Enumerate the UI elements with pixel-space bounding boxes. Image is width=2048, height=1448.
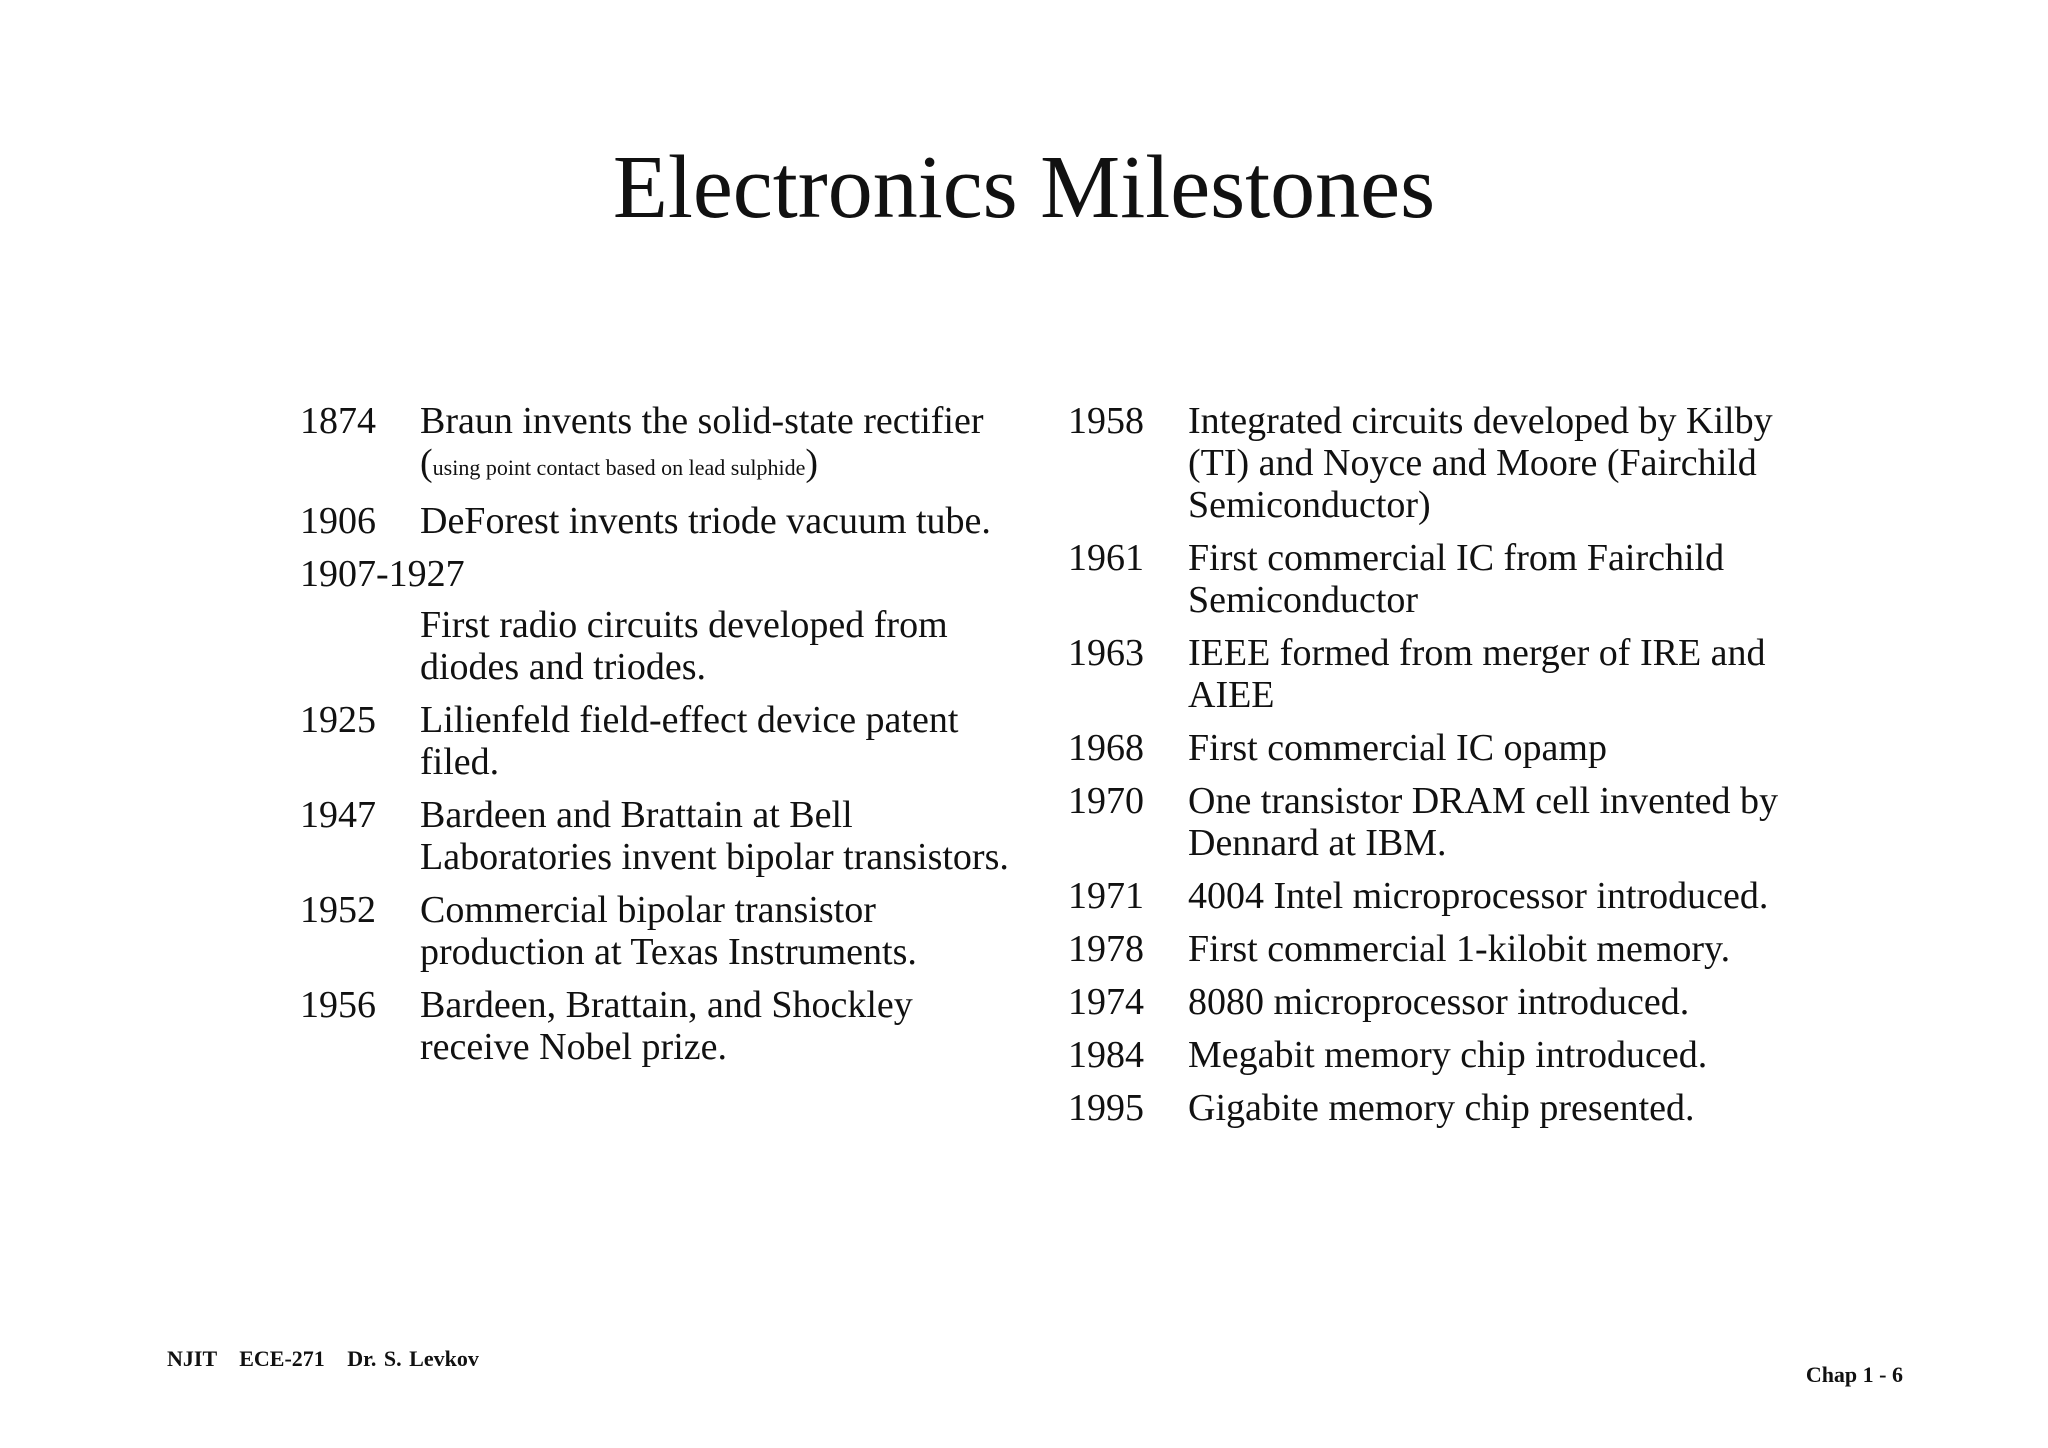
milestone-text: Bardeen, Brattain, and Shockley receive Nobel prize.	[420, 984, 913, 1068]
milestone-text: Lilienfeld field-effect device patent filed.	[420, 699, 959, 783]
milestone-entry	[300, 500, 1020, 542]
milestone-entry	[1068, 1087, 1788, 1129]
milestone-year: 1968	[1068, 727, 1144, 769]
milestone-year: 1907-1927	[300, 553, 465, 595]
milestone-text: 4004 Intel microprocessor introduced.	[1188, 875, 1769, 917]
milestone-entry	[1068, 780, 1788, 864]
milestone-entry	[1068, 981, 1788, 1023]
milestone-year: 1925	[300, 699, 376, 741]
footer-page-number: Chap 1 - 6	[1805, 1362, 1903, 1387]
milestone-text: First commercial 1-kilobit memory.	[1188, 928, 1731, 970]
milestone-text: 8080 microprocessor introduced.	[1188, 981, 1690, 1023]
slide-title: Electronics Milestones	[612, 138, 1436, 237]
milestone-text	[420, 400, 1020, 489]
milestone-text: Integrated circuits developed by Kilby (TI) and Noyce and Moore (Fairchild Semiconductor)	[1188, 400, 1773, 526]
milestone-entry	[1068, 727, 1788, 769]
milestone-year: 1978	[1068, 928, 1144, 970]
milestone-text: First radio circuits developed from diodes and triodes.	[420, 604, 948, 688]
milestone-text: DeForest invents triode vacuum tube.	[420, 500, 991, 542]
milestone-entry	[300, 889, 1020, 973]
milestone-year: 1970	[1068, 780, 1144, 822]
milestone-entry	[300, 400, 1020, 489]
milestone-text: Gigabite memory chip presented.	[1188, 1087, 1695, 1129]
footer-course-info: NJIT ECE-271 Dr. S. Levkov	[167, 1346, 479, 1371]
milestone-text: First commercial IC opamp	[1188, 727, 1607, 769]
milestone-text: One transistor DRAM cell invented by Dennard at IBM.	[1188, 780, 1778, 864]
milestone-entry	[1068, 400, 1788, 526]
milestone-entry	[300, 794, 1020, 878]
milestone-text: Bardeen and Brattain at Bell Laboratories invent bipolar transistors.	[420, 794, 1009, 878]
milestone-entry	[1068, 1034, 1788, 1076]
milestone-entry	[1068, 928, 1788, 970]
milestone-text-end: )	[805, 442, 819, 484]
milestone-text: IEEE formed from merger of IRE and AIEE	[1188, 632, 1766, 716]
milestone-year: 1974	[1068, 981, 1144, 1023]
milestone-year: 1984	[1068, 1034, 1144, 1076]
milestone-entry	[300, 984, 1020, 1068]
milestone-text: First commercial IC from Fairchild Semiconductor	[1188, 537, 1725, 621]
milestone-year: 1874	[300, 400, 376, 442]
milestones-right-column	[1068, 400, 1788, 1129]
milestone-text-main: Braun invents the solid-state rectifier (	[420, 400, 984, 484]
milestone-year: 1956	[300, 984, 376, 1026]
milestone-year: 1958	[1068, 400, 1144, 442]
milestone-year: 1961	[1068, 537, 1144, 579]
milestone-entry	[1068, 875, 1788, 917]
milestone-year: 1995	[1068, 1087, 1144, 1129]
milestone-year: 1952	[300, 889, 376, 931]
milestone-entry	[300, 553, 1020, 688]
milestone-year: 1906	[300, 500, 376, 542]
milestone-note: using point contact based on lead sulphide	[432, 455, 806, 480]
milestone-text: Commercial bipolar transistor production at Texas Instruments.	[420, 889, 917, 973]
milestone-entry	[1068, 537, 1788, 621]
milestone-year: 1963	[1068, 632, 1144, 674]
milestone-entry	[1068, 632, 1788, 716]
milestone-text: Megabit memory chip introduced.	[1188, 1034, 1708, 1076]
milestones-left-column	[300, 400, 1020, 1068]
milestone-entry	[300, 699, 1020, 783]
milestone-year: 1947	[300, 794, 376, 836]
milestone-year: 1971	[1068, 875, 1144, 917]
